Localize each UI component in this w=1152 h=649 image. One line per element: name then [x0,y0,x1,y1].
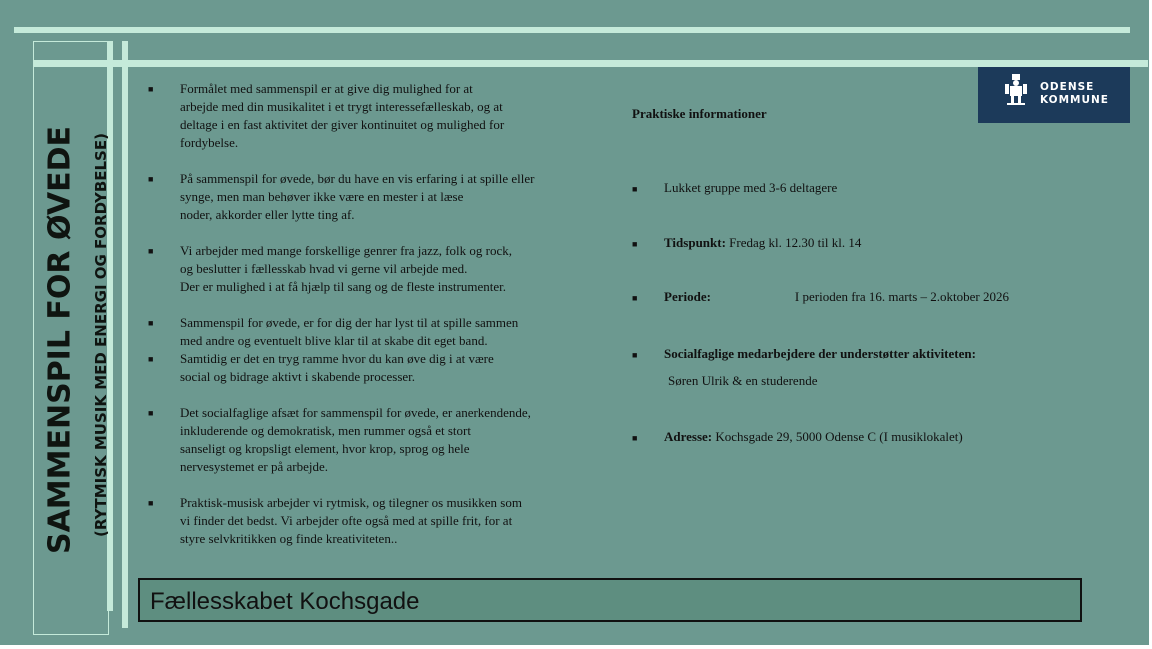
bullet-icon: ■ [632,433,638,444]
info-group: ■ Lukket gruppe med 3-6 deltagere [632,180,838,195]
list-item: ■ Vi arbejder med mange forskellige genrer fra jazz, folk og rock, og beslutter i fællesskab hvad vi gerne vil arbejde med. Der er mulighed i at få hjælp til sang og de fleste instrumenter. [148,243,513,294]
bullet-icon: ■ [148,408,154,418]
second-decor-line [34,60,1148,67]
city-emblem-icon [1004,72,1028,106]
bullet-icon: ■ [148,318,154,328]
description-list [148,80,578,548]
bullet-icon: ■ [632,239,638,250]
odense-kommune-logo [978,67,1130,123]
bullet-icon: ■ [148,84,154,94]
bullet-icon: ■ [148,174,154,184]
list-item: ■ Sammenspil for øvede, er for dig der har lyst til at spille sammen med andre og eventuelt blive klar til at skabe dit eget band. [148,315,519,348]
practical-info-heading: Praktiske informationer [632,106,767,121]
info-time: ■ Tidspunkt: Fredag kl. 12.30 til kl. 14 [632,235,862,250]
bullet-icon: ■ [632,293,638,304]
bullet-icon: ■ [148,246,154,256]
info-staff: ■ Socialfaglige medarbejdere der understøtter aktiviteten: [632,346,976,361]
vertical-title: SAMMENSPIL FOR ØVEDE [42,125,78,555]
bullet-icon: ■ [148,354,154,364]
bullet-icon: ■ [632,184,638,195]
info-staff-names: Søren Ulrik & en studerende [668,373,818,388]
list-item: ■ Formålet med sammenspil er at give dig mulighed for at arbejde med din musikalitet i et trygt interessefælleskab, og at deltage i en fast aktivitet der giver kontinuitet og mulighed for fordybelse. [148,81,505,150]
bullet-icon: ■ [148,498,154,508]
logo-text: ODENSE KOMMUNE [1040,81,1109,106]
list-item: ■ Det socialfaglige afsæt for sammenspil for øvede, er anerkendende, inkluderende og demokratisk, men rummer også et stort sanseligt og kropsligt element, hvor krop, sprog og hele nervesystemet er på arbejde. [148,405,531,474]
info-period: ■ Periode: I perioden fra 16. marts – 2.oktober 2026 [632,289,1010,304]
list-item: ■ Praktisk-musisk arbejder vi rytmisk, og tilegner os musikken som vi finder det bedst. Vi arbejder ofte også med at spille frit, for at styre selvkritikken og finde kreativiteten.. [148,495,522,546]
footer-text: Fællesskabet Kochsgade [150,588,420,615]
info-address: ■ Adresse: Kochsgade 29, 5000 Odense C (I musiklokalet) [632,429,963,444]
bullet-icon: ■ [632,350,638,361]
vertical-decor-bar-2 [122,41,128,628]
footer-banner [138,578,1082,622]
list-item: ■ Samtidig er det en tryg ramme hvor du kan øve dig i at være social og bidrage aktivt i skabende processer. [148,351,494,384]
vertical-subtitle: (RYTMISK MUSIK MED ENERGI OG FORDYBELSE) [92,133,110,537]
list-item: ■ På sammenspil for øvede, bør du have en vis erfaring i at spille eller synge, men man behøver ikke være en mester i at læse noder, akkorder eller lytte ting af. [148,171,535,222]
top-decor-line [14,27,1130,33]
